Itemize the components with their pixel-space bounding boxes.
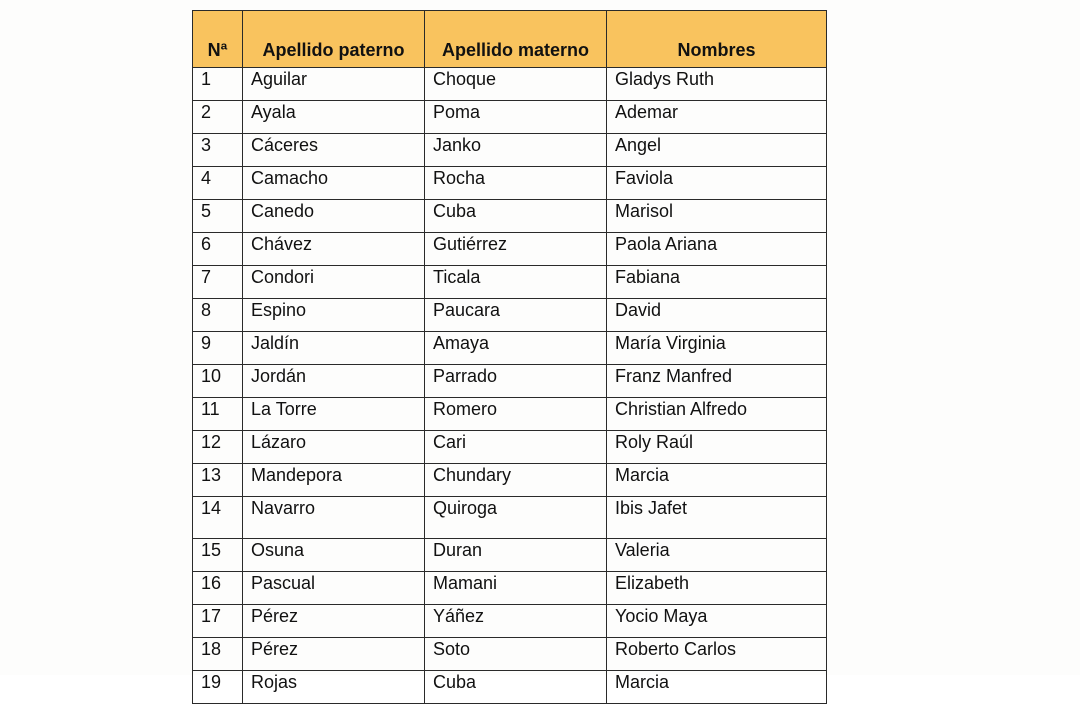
row-number: 13 <box>193 464 243 497</box>
nombres-cell: Roberto Carlos <box>607 638 827 671</box>
table-row <box>193 332 827 365</box>
apellido-materno-cell: Parrado <box>425 365 607 398</box>
row-number: 17 <box>193 605 243 638</box>
apellido-materno-cell: Choque <box>425 68 607 101</box>
table-row <box>193 464 827 497</box>
table-row <box>193 299 827 332</box>
table-row <box>193 101 827 134</box>
apellido-paterno-cell: Navarro <box>243 497 425 539</box>
table-row <box>193 671 827 704</box>
nombres-cell: David <box>607 299 827 332</box>
nombres-cell: Fabiana <box>607 266 827 299</box>
nombres-cell: Ademar <box>607 101 827 134</box>
apellido-materno-cell: Duran <box>425 539 607 572</box>
apellido-materno-cell: Janko <box>425 134 607 167</box>
nombres-cell: Roly Raúl <box>607 431 827 464</box>
row-number: 6 <box>193 233 243 266</box>
nombres-cell: Gladys Ruth <box>607 68 827 101</box>
nombres-cell: Faviola <box>607 167 827 200</box>
apellido-materno-cell: Rocha <box>425 167 607 200</box>
row-number: 11 <box>193 398 243 431</box>
apellido-materno-cell: Gutiérrez <box>425 233 607 266</box>
row-number: 18 <box>193 638 243 671</box>
row-number: 16 <box>193 572 243 605</box>
nombres-cell: Yocio Maya <box>607 605 827 638</box>
nombres-cell: Ibis Jafet <box>607 497 827 539</box>
table-row <box>193 365 827 398</box>
nombres-cell: Angel <box>607 134 827 167</box>
nombres-cell: Valeria <box>607 539 827 572</box>
apellido-paterno-cell: Jordán <box>243 365 425 398</box>
table-row <box>193 266 827 299</box>
apellido-paterno-cell: Pascual <box>243 572 425 605</box>
apellido-paterno-cell: Mandepora <box>243 464 425 497</box>
apellido-materno-cell: Mamani <box>425 572 607 605</box>
nombres-cell: Marcia <box>607 464 827 497</box>
table-row <box>193 539 827 572</box>
apellido-materno-cell: Paucara <box>425 299 607 332</box>
nombres-cell: Paola Ariana <box>607 233 827 266</box>
apellido-materno-cell: Cuba <box>425 200 607 233</box>
apellido-paterno-cell: Chávez <box>243 233 425 266</box>
row-number: 4 <box>193 167 243 200</box>
apellido-paterno-cell: Osuna <box>243 539 425 572</box>
apellido-paterno-cell: Cáceres <box>243 134 425 167</box>
header-row <box>193 11 827 68</box>
table-row <box>193 200 827 233</box>
apellido-materno-cell: Yáñez <box>425 605 607 638</box>
header-number: Nª <box>193 11 243 68</box>
apellido-paterno-cell: La Torre <box>243 398 425 431</box>
apellido-materno-cell: Amaya <box>425 332 607 365</box>
table-row <box>193 605 827 638</box>
apellido-paterno-cell: Lázaro <box>243 431 425 464</box>
apellido-paterno-cell: Ayala <box>243 101 425 134</box>
row-number: 15 <box>193 539 243 572</box>
apellido-materno-cell: Soto <box>425 638 607 671</box>
apellido-paterno-cell: Pérez <box>243 638 425 671</box>
apellido-materno-cell: Cari <box>425 431 607 464</box>
row-number: 3 <box>193 134 243 167</box>
row-number: 2 <box>193 101 243 134</box>
apellido-materno-cell: Poma <box>425 101 607 134</box>
table-row <box>193 398 827 431</box>
row-number: 5 <box>193 200 243 233</box>
table-row <box>193 431 827 464</box>
header-apellido-paterno: Apellido paterno <box>243 11 425 68</box>
apellido-paterno-cell: Condori <box>243 266 425 299</box>
table-row <box>193 572 827 605</box>
table-row <box>193 134 827 167</box>
apellido-paterno-cell: Rojas <box>243 671 425 704</box>
header-apellido-materno: Apellido materno <box>425 11 607 68</box>
row-number: 10 <box>193 365 243 398</box>
table-row <box>193 68 827 101</box>
table-row <box>193 233 827 266</box>
apellido-paterno-cell: Canedo <box>243 200 425 233</box>
table-row <box>193 638 827 671</box>
nombres-cell: Franz Manfred <box>607 365 827 398</box>
apellido-paterno-cell: Camacho <box>243 167 425 200</box>
nombres-cell: Marisol <box>607 200 827 233</box>
apellido-paterno-cell: Jaldín <box>243 332 425 365</box>
row-number: 14 <box>193 497 243 539</box>
apellido-materno-cell: Chundary <box>425 464 607 497</box>
nombres-cell: María Virginia <box>607 332 827 365</box>
apellido-paterno-cell: Espino <box>243 299 425 332</box>
apellido-paterno-cell: Pérez <box>243 605 425 638</box>
apellido-materno-cell: Cuba <box>425 671 607 704</box>
table-row <box>193 497 827 539</box>
table-row <box>193 167 827 200</box>
nombres-cell: Marcia <box>607 671 827 704</box>
header-nombres: Nombres <box>607 11 827 68</box>
row-number: 19 <box>193 671 243 704</box>
row-number: 1 <box>193 68 243 101</box>
row-number: 9 <box>193 332 243 365</box>
apellido-paterno-cell: Aguilar <box>243 68 425 101</box>
apellido-materno-cell: Romero <box>425 398 607 431</box>
nombres-cell: Christian Alfredo <box>607 398 827 431</box>
apellido-materno-cell: Quiroga <box>425 497 607 539</box>
row-number: 12 <box>193 431 243 464</box>
row-number: 7 <box>193 266 243 299</box>
apellido-materno-cell: Ticala <box>425 266 607 299</box>
roster-table <box>192 10 827 704</box>
row-number: 8 <box>193 299 243 332</box>
nombres-cell: Elizabeth <box>607 572 827 605</box>
